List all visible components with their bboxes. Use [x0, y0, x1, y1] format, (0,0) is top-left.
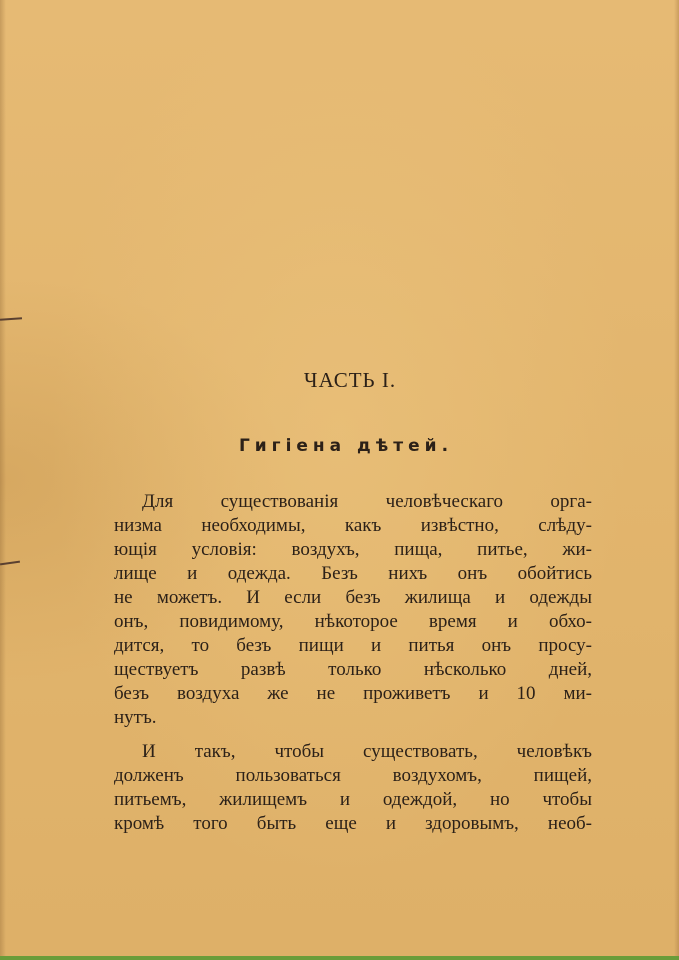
text-line: кромѣ того быть еще и здоровымъ, необ- — [114, 813, 592, 834]
paragraph-1 — [114, 490, 592, 730]
text-line: ющія условія: воздухъ, пища, питье, жи- — [114, 539, 592, 560]
text-line: долженъ пользоваться воздухомъ, пищей, — [114, 765, 592, 786]
text-line: ществуетъ развѣ только нѣсколько дней, — [114, 659, 592, 680]
text-line: низма необходимы, какъ извѣстно, слѣду- — [114, 515, 592, 536]
page-right-edge — [674, 0, 679, 960]
text-line: лище и одежда. Безъ нихъ онъ обойтись — [114, 563, 592, 584]
text-line: И такъ, чтобы существовать, человѣкъ — [142, 741, 592, 762]
paragraph-2 — [114, 740, 592, 836]
page-left-edge — [0, 0, 6, 960]
text-line: дится, то безъ пищи и питья онъ просу- — [114, 635, 592, 656]
margin-mark — [0, 317, 22, 321]
text-line: Для существованія человѣческаго орга- — [142, 491, 592, 512]
page-bottom-edge — [0, 956, 679, 960]
text-line: нутъ. — [114, 707, 157, 728]
text-line: безъ воздуха же не проживетъ и 10 ми- — [114, 683, 592, 704]
section-title: Гигіена дѣтей. — [238, 436, 454, 456]
text-line: онъ, повидимому, нѣкоторое время и обхо- — [114, 611, 592, 632]
text-line: питьемъ, жилищемъ и одеждой, но чтобы — [114, 789, 592, 810]
part-title: ЧАСТЬ I. — [303, 368, 397, 392]
text-line: не можетъ. И если безъ жилища и одежды — [114, 587, 592, 608]
